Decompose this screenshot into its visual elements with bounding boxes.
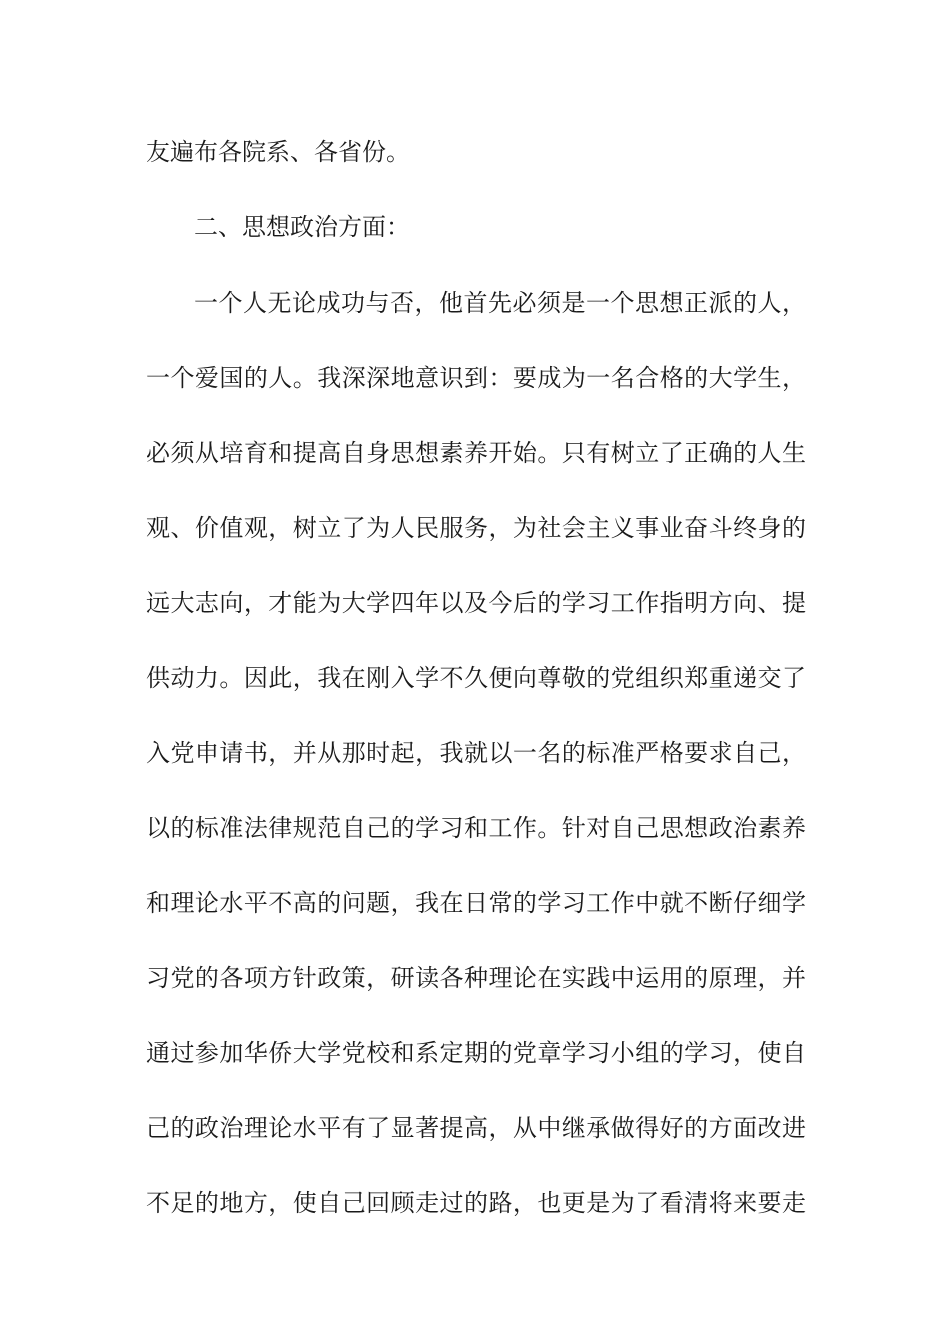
paragraph-continuation-line: 友遍布各院系、各省份。 <box>146 138 410 166</box>
paragraph-line: 必须从培育和提高自身思想素养开始。只有树立了正确的人生 <box>146 439 806 467</box>
paragraph-line: 和理论水平不高的问题，我在日常的学习工作中就不断仔细学 <box>146 889 806 917</box>
paragraph-line: 一个爱国的人。我深深地意识到：要成为一名合格的大学生， <box>146 364 806 392</box>
paragraph-line: 不足的地方，使自己回顾走过的路，也更是为了看清将来要走 <box>146 1189 806 1217</box>
paragraph-line: 远大志向，才能为大学四年以及今后的学习工作指明方向、提 <box>146 589 806 617</box>
section-heading: 二、思想政治方面： <box>194 213 410 241</box>
paragraph-line: 通过参加华侨大学党校和系定期的党章学习小组的学习，使自 <box>146 1039 806 1067</box>
paragraph-line: 供动力。因此，我在刚入学不久便向尊敬的党组织郑重递交了 <box>146 664 806 692</box>
paragraph-line: 己的政治理论水平有了显著提高，从中继承做得好的方面改进 <box>146 1114 806 1142</box>
paragraph-line: 观、价值观，树立了为人民服务，为社会主义事业奋斗终身的 <box>146 514 806 542</box>
paragraph-line: 习党的各项方针政策，研读各种理论在实践中运用的原理，并 <box>146 964 806 992</box>
paragraph-first-line: 一个人无论成功与否，他首先必须是一个思想正派的人， <box>194 289 806 317</box>
paragraph-line: 以的标准法律规范自己的学习和工作。针对自己思想政治素养 <box>146 814 806 842</box>
paragraph-line: 入党申请书，并从那时起，我就以一名的标准严格要求自己， <box>146 739 806 767</box>
